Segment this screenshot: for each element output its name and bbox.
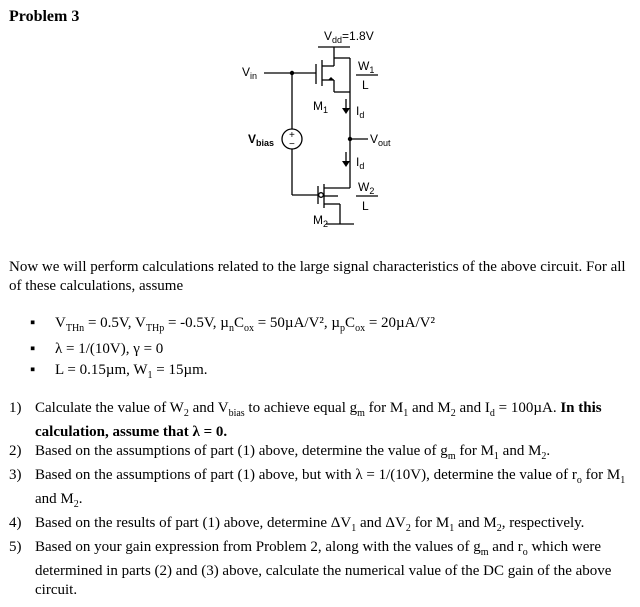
assumption-list [30, 313, 435, 386]
m1-label: $M_1$ [313, 99, 329, 115]
id1-label: $I_d$ [356, 104, 365, 120]
vbias-label: $V_{bias}$ [248, 132, 275, 148]
question-list [9, 399, 634, 600]
vout-label: $V_{out}$ [370, 132, 391, 148]
assumption-item: ▪ L = 0.15µm, $W_1 = 15\mu m$. [30, 362, 208, 381]
l1-label: L [362, 78, 369, 92]
question-item: 1) Calculate the value of $W_2$ and $V_{bias}$ to achieve equal $g_m$ for $M_1$ and $M_2$ and $I_d = 100\mu A$. In this calculation, assume that λ = 0. [9, 400, 602, 440]
question-item: 3) Based on the assumptions of part (1) above, but with λ = 1/(10V), determine the value of $r_o$ for $M_1$ and $M_2$. [9, 467, 626, 510]
question-item: 2) Based on the assumptions of part (1) above, determine the value of $g_m$ for $M_1$ and $M_2$. [9, 443, 551, 462]
vdd-label: $V_{dd}=1.8V$ [324, 29, 374, 45]
question-item: 4) Based on the results of part (1) above, determine $\Delta V_1$ and $\Delta V_2$ for $M_1$ and $M_2$, respectively. [9, 515, 585, 534]
circuit-diagram [0, 0, 640, 250]
source-plus-icon: + [289, 130, 295, 141]
w2-label: $W_2$ [358, 180, 375, 196]
vin-label: $V_{in}$ [242, 65, 258, 81]
m2-label: $M_2$ [313, 213, 329, 229]
assumption-item: ▪ λ = 1/(10V), γ = 0 [30, 341, 164, 357]
assumption-item: ▪ $V_{THn} = 0.5V$, $V_{THp} = -0.5V$, $\mu_nC_{ox} = 50\mu A/V^2$, $\mu_pC_{ox} = 20\mu A/V^2$ [30, 315, 435, 334]
problem-title: Problem 3 [9, 8, 80, 25]
question-item: 5) Based on your gain expression from Problem 2, along with the values of $g_m$ and $r_o$ which were determined in parts (2) and (3) above, calculate the numerical value of the DC gain of the above circuit. [9, 539, 612, 598]
l2-label: L [362, 199, 369, 213]
source-minus-icon: − [289, 139, 295, 150]
id2-label: $I_d$ [356, 155, 365, 171]
intro-paragraph: Now we will perform calculations related to the large signal characteristics of the above circuit. For all of these calculations, assume [9, 259, 626, 294]
w1-label: $W_1$ [358, 59, 375, 75]
